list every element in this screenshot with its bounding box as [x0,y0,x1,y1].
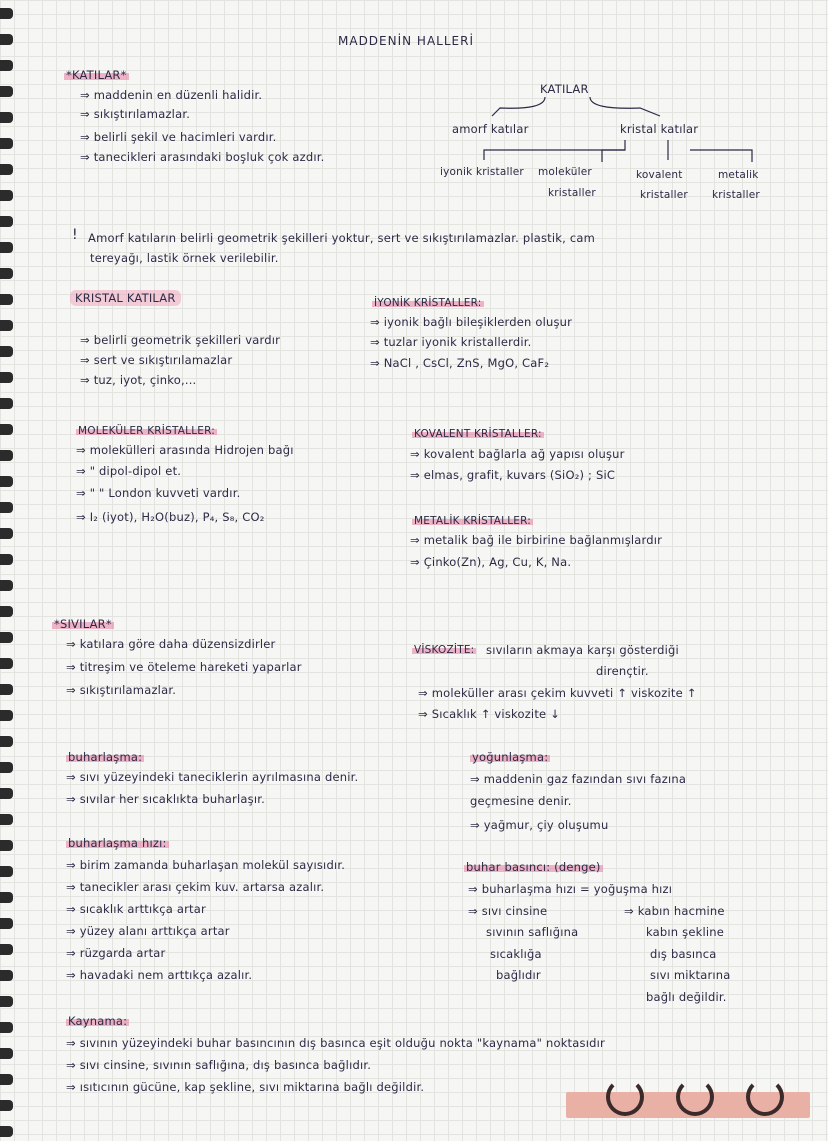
list-item: ⇒ katılara göre daha düzensizdirler [66,637,276,651]
list-item: ⇒ sert ve sıkıştırılamazlar [80,353,233,367]
spiral-ring [0,1126,13,1137]
list-item: ⇒ Çinko(Zn), Ag, Cu, K, Na. [410,555,572,569]
buhar-hizi-heading: buharlaşma hızı: [68,836,167,850]
list-item: ⇒ sıkıştırılamazlar. [66,683,177,697]
tree-molekuler-2: kristaller [548,187,596,199]
note-bullet: ! [72,227,78,243]
spiral-ring [0,918,13,929]
list-item: ⇒ sıvılar her sıcaklıkta buharlaşır. [66,792,265,806]
list-item: ⇒ molekülleri arasında Hidrojen bağı [76,443,294,457]
list-item: ⇒ sıkıştırılamazlar. [80,107,191,121]
spiral-ring [0,866,13,877]
tree-kovalent-2: kristaller [640,189,688,201]
spiral-ring [0,1048,13,1059]
list-item: dış basınca [650,947,717,961]
list-item: ⇒ sıvı cinsine [468,904,548,918]
spiral-ring [0,268,13,279]
metalik-heading: METALİK KRİSTALLER: [414,515,532,527]
spiral-ring [0,424,13,435]
list-item: ⇒ titreşim ve öteleme hareketi yaparlar [66,660,302,674]
list-item: ⇒ kabın hacmine [624,904,725,918]
spiral-ring [0,580,13,591]
katilar-heading: *KATILAR* [66,68,127,82]
list-item: kabın şekline [646,925,725,939]
yogunlasma-heading: yoğunlaşma: [472,750,549,764]
spiral-ring [0,736,13,747]
spiral-ring [0,346,13,357]
tree-metalik-2: kristaller [712,189,760,201]
spiral-ring [0,320,13,331]
list-item: ⇒ kovalent bağlarla ağ yapısı oluşur [410,447,625,461]
list-item: ⇒ sıcaklık arttıkça artar [66,902,206,916]
buharlasma-heading: buharlaşma: [68,750,143,764]
spiral-ring [0,762,13,773]
spiral-ring [0,892,13,903]
list-item: ⇒ sıvı cinsine, sıvının saflığına, dış basınca bağlıdır. [66,1058,372,1072]
spiral-ring [0,1022,13,1033]
tree-root: KATILAR [540,82,589,96]
list-item: ⇒ I₂ (iyot), H₂O(buz), P₄, S₈, CO₂ [76,510,265,524]
list-item: bağlı değildir. [646,990,727,1004]
list-item: ⇒ Sıcaklık ↑ viskozite ↓ [418,707,560,721]
spiral-ring [0,658,13,669]
spiral-ring [0,814,13,825]
spiral-ring [0,294,13,305]
list-item: sıvı miktarına [650,968,731,982]
list-item: ⇒ metalik bağ ile birbirine bağlanmışlardır [410,533,663,547]
spiral-ring [0,554,13,565]
spiral-ring [0,502,13,513]
list-item: ⇒ tuzlar iyonik kristallerdir. [370,335,532,349]
yogunlasma-line-3: ⇒ yağmur, çiy oluşumu [470,818,609,832]
list-item: ⇒ tanecikleri arasındaki boşluk çok azdır. [80,150,325,164]
spiral-ring [0,1074,13,1085]
molekuler-heading: MOLEKÜLER KRİSTALLER: [78,425,215,437]
list-item: ⇒ birim zamanda buharlaşan molekül sayısıdır. [66,858,346,872]
list-item: ⇒ belirli geometrik şekilleri vardır [80,333,281,347]
katilar-tree-lines [0,0,828,260]
viskozite-heading: VİSKOZİTE: [414,644,475,656]
spiral-ring [0,398,13,409]
spiral-ring [0,632,13,643]
kovalent-heading: KOVALENT KRİSTALLER: [414,428,542,440]
viskozite-line-1: sıvıların akmaya karşı gösterdiği [486,643,679,657]
viskozite-line-2: dirençtir. [596,664,649,678]
list-item: ⇒ " " London kuvveti vardır. [76,486,241,500]
spiral-ring [0,970,13,981]
spiral-ring [0,528,13,539]
buhar-basinci-heading: buhar basıncı: (denge) [466,860,601,874]
spiral-ring [0,606,13,617]
list-item: ⇒ NaCl , CsCl, ZnS, MgO, CaF₂ [370,356,550,370]
list-item: ⇒ moleküller arası çekim kuvveti ↑ viskozite ↑ [418,686,697,700]
spiral-ring [0,1100,13,1111]
spiral-ring [0,372,13,383]
list-item: ⇒ maddenin en düzenli halidir. [80,88,263,102]
iyonik-heading: İYONİK KRİSTALLER: [374,297,482,309]
sivilar-heading: *SIVILAR* [54,617,112,631]
list-item: sıvının saflığına [486,925,579,939]
spiral-ring [0,476,13,487]
list-item: ⇒ sıvı yüzeyindeki taneciklerin ayrılmasına denir. [66,770,359,784]
spiral-ring [0,450,13,461]
spiral-ring [0,684,13,695]
kristal-heading: KRISTAL KATILAR [70,291,181,305]
list-item: ⇒ sıvının yüzeyindeki buhar basıncının dış basınca eşit olduğu nokta "kaynama" noktasıdır [66,1036,605,1050]
tree-kristal: kristal katılar [620,122,699,136]
buhar-basinci-eq: ⇒ buharlaşma hızı = yoğuşma hızı [468,882,673,896]
spiral-ring [0,710,13,721]
tree-kovalent: kovalent [636,169,683,181]
list-item: ⇒ belirli şekil ve hacimleri vardır. [80,130,277,144]
list-item: ⇒ havadaki nem arttıkça azalır. [66,968,253,982]
tree-molekuler: moleküler [538,166,592,178]
spiral-ring [0,944,13,955]
list-item: ⇒ tuz, iyot, çinko,... [80,373,197,387]
page-title: MADDENİN HALLERİ [338,34,474,48]
list-item: ⇒ tanecikler arası çekim kuv. artarsa azalır. [66,880,325,894]
tree-amorf: amorf katılar [452,122,529,136]
list-item: ⇒ " dipol-dipol et. [76,464,182,478]
tree-metalik: metalik [718,169,759,181]
note-line-2: tereyağı, lastik örnek verilebilir. [90,251,279,265]
note-line-1: Amorf katıların belirli geometrik şekilleri yoktur, sert ve sıkıştırılamazlar. plastik, cam [88,231,596,245]
yogunlasma-line-1: ⇒ maddenin gaz fazından sıvı fazına [470,772,687,786]
list-item: ⇒ ısıtıcının gücüne, kap şekline, sıvı miktarına bağlı değildir. [66,1080,425,1094]
spiral-ring [0,788,13,799]
list-item: bağlıdır [496,968,541,982]
tree-iyonik: iyonik kristaller [440,166,524,178]
spiral-ring [0,840,13,851]
list-item: ⇒ elmas, grafit, kuvars (SiO₂) ; SiC [410,468,616,482]
list-item: sıcaklığa [490,947,542,961]
washi-tape [566,1092,810,1118]
spiral-ring [0,996,13,1007]
list-item: ⇒ iyonik bağlı bileşiklerden oluşur [370,315,573,329]
list-item: ⇒ yüzey alanı arttıkça artar [66,924,230,938]
list-item: ⇒ rüzgarda artar [66,946,166,960]
kaynama-heading: Kaynama: [68,1014,128,1028]
yogunlasma-line-2: geçmesine denir. [470,794,572,808]
